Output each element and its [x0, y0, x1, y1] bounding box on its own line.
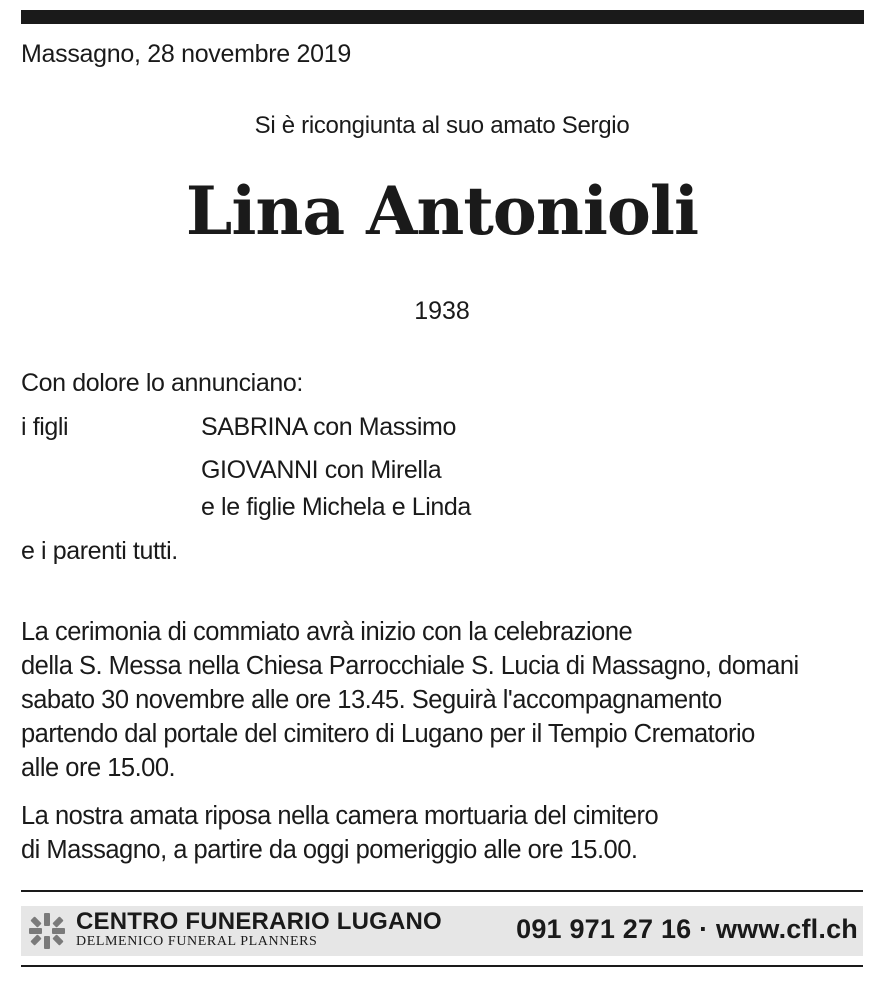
relatives-line: e i parenti tutti.: [21, 537, 178, 565]
ceremony-line: sabato 30 novembre alle ore 13.45. Seguirà l'accompagnamento: [21, 686, 722, 714]
contact-info: 091 971 27 16 · www.cfl.ch: [516, 914, 858, 944]
child-entry-2: GIOVANNI con Mirella: [201, 456, 442, 484]
child-entry-1: SABRINA con Massimo: [201, 413, 456, 441]
top-border-bar: [21, 10, 864, 24]
ceremony-line: partendo dal portale del cimitero di Lugano per il Tempio Crematorio: [21, 720, 755, 748]
family-intro: Con dolore lo annunciano:: [21, 369, 303, 397]
rest-line: La nostra amata riposa nella camera mortuaria del cimitero: [21, 802, 659, 830]
rest-paragraph: [21, 799, 658, 867]
ceremony-line: alle ore 15.00.: [21, 754, 176, 782]
ceremony-line: La cerimonia di commiato avrà inizio con la celebrazione: [21, 618, 633, 646]
ceremony-line: della S. Messa nella Chiesa Parrocchiale S. Lucia di Massagno, domani: [21, 652, 799, 680]
rest-line: di Massagno, a partire da oggi pomeriggio alle ore 15.00.: [21, 836, 638, 864]
company-subtitle: DELMENICO FUNERAL PLANNERS: [76, 934, 318, 949]
ceremony-paragraph: [21, 615, 799, 785]
funeral-home-logo-icon: [27, 911, 67, 951]
place-date: Massagno, 28 novembre 2019: [21, 40, 351, 68]
child-entry-2-continued: e le figlie Michela e Linda: [201, 493, 471, 521]
deceased-name: Lina Antonioli: [185, 172, 699, 250]
birth-year: 1938: [414, 297, 470, 325]
footer-bottom-rule: [21, 965, 863, 967]
footer-top-rule: [21, 890, 863, 892]
company-name: CENTRO FUNERARIO LUGANO: [76, 908, 442, 935]
notice-subtitle: Si è ricongiunta al suo amato Sergio: [254, 112, 630, 139]
children-label: i figli: [21, 413, 69, 441]
